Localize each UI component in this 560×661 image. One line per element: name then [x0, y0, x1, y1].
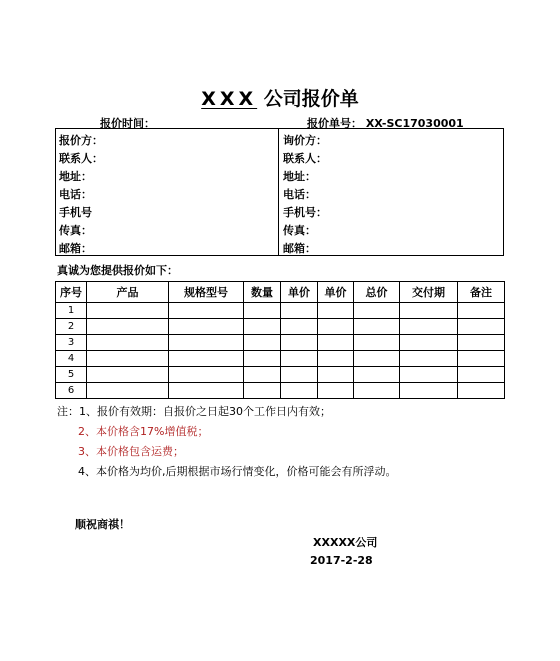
table-cell[interactable] [318, 351, 354, 367]
company-placeholder: XXX [201, 88, 258, 110]
note-price-change [57, 462, 397, 482]
col-header-total: 总价 [354, 282, 400, 303]
table-cell[interactable] [281, 367, 318, 383]
table-cell[interactable] [354, 367, 400, 383]
table-cell[interactable] [169, 383, 244, 399]
table-cell[interactable] [244, 351, 281, 367]
table-cell[interactable] [354, 383, 400, 399]
table-cell[interactable] [318, 319, 354, 335]
table-row [56, 335, 505, 351]
table-cell[interactable] [87, 367, 169, 383]
table-cell[interactable] [458, 303, 505, 319]
table-cell[interactable] [281, 351, 318, 367]
note-vat-text: 2、本价格含17%增值税； [78, 425, 209, 438]
table-cell[interactable] [281, 335, 318, 351]
table-row [56, 367, 505, 383]
intro-text: 真诚为您提供报价如下： [57, 264, 178, 277]
quote-time-label: 报价时间： [100, 117, 155, 130]
col-header-spec: 规格型号 [169, 282, 244, 303]
col-header-unit-price: 单价 [318, 282, 354, 303]
table-cell[interactable] [400, 367, 458, 383]
inquirer-info [283, 132, 327, 258]
table-cell[interactable] [87, 303, 169, 319]
table-row [56, 303, 505, 319]
table-cell[interactable] [458, 335, 505, 351]
table-cell[interactable] [400, 319, 458, 335]
note-shipping [57, 442, 397, 462]
inquirer-contact-field: 联系人： [283, 152, 327, 165]
table-cell[interactable] [458, 319, 505, 335]
quote-number: 报价单号： XX-SC17030001 [307, 117, 464, 130]
table-cell[interactable] [169, 319, 244, 335]
quoter-fax-field: 传真： [59, 224, 92, 237]
table-cell[interactable] [318, 303, 354, 319]
quote-table [55, 281, 505, 399]
table-cell[interactable] [458, 367, 505, 383]
row-index: 1 [56, 303, 87, 319]
page-title [0, 84, 560, 111]
table-cell[interactable] [400, 383, 458, 399]
table-cell[interactable] [354, 319, 400, 335]
row-index: 3 [56, 335, 87, 351]
table-cell[interactable] [458, 383, 505, 399]
row-index: 5 [56, 367, 87, 383]
inquirer-email-field: 邮箱： [283, 242, 316, 255]
table-cell[interactable] [169, 303, 244, 319]
info-divider [278, 129, 279, 255]
table-row [56, 383, 505, 399]
table-cell[interactable] [354, 335, 400, 351]
quoter-field: 报价方： [59, 134, 103, 147]
party-info-box [55, 128, 504, 256]
table-cell[interactable] [354, 351, 400, 367]
quoter-phone-field: 电话： [59, 188, 92, 201]
notes-section [57, 402, 397, 482]
inquirer-address-field: 地址： [283, 170, 316, 183]
inquirer-mobile-field: 手机号： [283, 206, 327, 219]
quoter-email-field: 邮箱： [59, 242, 92, 255]
row-index: 6 [56, 383, 87, 399]
table-cell[interactable] [244, 383, 281, 399]
table-row [56, 351, 505, 367]
col-header-product: 产品 [87, 282, 169, 303]
quoter-mobile-field: 手机号 [59, 206, 92, 219]
row-index: 4 [56, 351, 87, 367]
note-validity: 注：1、报价有效期：自报价之日起30个工作日内有效； [57, 405, 331, 418]
table-cell[interactable] [281, 383, 318, 399]
col-header-delivery: 交付期 [400, 282, 458, 303]
table-cell[interactable] [169, 351, 244, 367]
table-cell[interactable] [244, 367, 281, 383]
inquirer-fax-field: 传真： [283, 224, 316, 237]
note-shipping-text: 3、本价格包含运费； [78, 445, 184, 458]
quoter-address-field: 地址： [59, 170, 92, 183]
table-cell[interactable] [318, 335, 354, 351]
table-row [56, 319, 505, 335]
table-header-row [56, 282, 505, 303]
table-cell[interactable] [354, 303, 400, 319]
inquirer-phone-field: 电话： [283, 188, 316, 201]
table-cell[interactable] [244, 303, 281, 319]
table-cell[interactable] [400, 303, 458, 319]
table-cell[interactable] [458, 351, 505, 367]
table-cell[interactable] [318, 383, 354, 399]
note-price-change-text: 4、本价格为均价,后期根据市场行情变化，价格可能会有所浮动。 [78, 465, 397, 478]
table-cell[interactable] [169, 335, 244, 351]
table-cell[interactable] [244, 335, 281, 351]
document-date: 2017-2-28 [310, 554, 373, 567]
table-cell[interactable] [87, 383, 169, 399]
company-signature: XXXXX公司 [313, 536, 378, 549]
table-cell[interactable] [281, 319, 318, 335]
table-cell[interactable] [244, 319, 281, 335]
quoter-info [59, 132, 103, 258]
closing-greeting: 顺祝商祺！ [75, 518, 130, 531]
col-header-quantity: 数量 [244, 282, 281, 303]
quoter-contact-field: 联系人： [59, 152, 103, 165]
inquirer-field: 询价方： [283, 134, 327, 147]
row-index: 2 [56, 319, 87, 335]
table-cell[interactable] [400, 351, 458, 367]
title-text: 公司报价单 [257, 88, 359, 110]
table-cell[interactable] [169, 367, 244, 383]
note-vat [57, 422, 397, 442]
table-cell[interactable] [87, 319, 169, 335]
table-cell[interactable] [281, 303, 318, 319]
table-cell[interactable] [400, 335, 458, 351]
table-cell[interactable] [318, 367, 354, 383]
col-header-unit: 单价 [281, 282, 318, 303]
table-cell[interactable] [87, 351, 169, 367]
table-cell[interactable] [87, 335, 169, 351]
col-header-index: 序号 [56, 282, 87, 303]
col-header-remarks: 备注 [458, 282, 505, 303]
